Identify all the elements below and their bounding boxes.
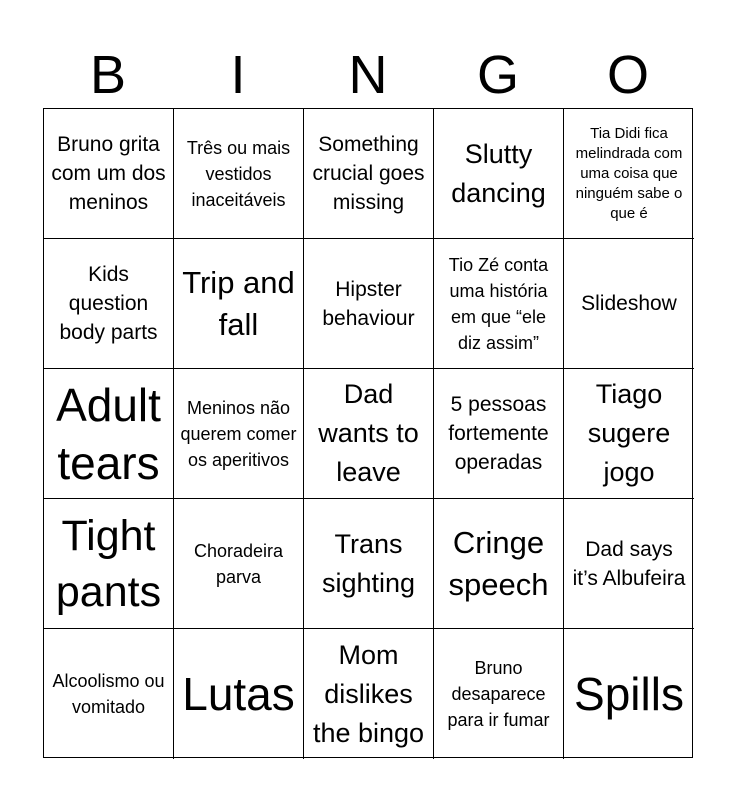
- bingo-cell-text: Três ou mais vestidos inaceitáveis: [186, 137, 291, 210]
- bingo-cell-2-4[interactable]: [434, 239, 564, 369]
- header-letter-n: N: [348, 45, 388, 105]
- header-letter-i: I: [230, 45, 246, 105]
- bingo-cell-2-2[interactable]: [174, 239, 304, 369]
- bingo-cell-text: Adult tears: [56, 378, 161, 489]
- bingo-cell-1-3[interactable]: [304, 109, 434, 239]
- bingo-cell-2-1[interactable]: [44, 239, 174, 369]
- bingo-cell-4-2[interactable]: [174, 499, 304, 629]
- bingo-header: [43, 42, 693, 108]
- bingo-cell-text: Slutty dancing: [451, 138, 546, 208]
- bingo-cell-1-5[interactable]: [564, 109, 694, 239]
- bingo-cell-3-5[interactable]: [564, 369, 694, 499]
- bingo-cell-text: Kids question body parts: [59, 263, 158, 344]
- bingo-cell-text: Slideshow: [581, 292, 677, 315]
- bingo-cell-text: Choradeira parva: [193, 540, 284, 587]
- bingo-cell-1-1[interactable]: [44, 109, 174, 239]
- bingo-cell-text: Tiago sugere jogo: [587, 379, 671, 487]
- bingo-cell-1-4[interactable]: [434, 109, 564, 239]
- bingo-card-grid: [43, 108, 693, 758]
- bingo-cell-text: Bruno grita com um dos meninos: [51, 133, 166, 214]
- bingo-cell-text: Cringe speech: [448, 524, 549, 602]
- bingo-cell-text: Trans sighting: [321, 528, 416, 598]
- bingo-cell-2-5[interactable]: [564, 239, 694, 369]
- header-letter-o: O: [606, 45, 649, 105]
- bingo-cell-5-1[interactable]: [44, 629, 174, 759]
- bingo-cell-2-3[interactable]: [304, 239, 434, 369]
- bingo-cell-text: Mom dislikes the bingo: [312, 639, 425, 748]
- bingo-cell-3-1[interactable]: [44, 369, 174, 499]
- bingo-cell-4-3[interactable]: [304, 499, 434, 629]
- bingo-cell-text: Lutas: [182, 668, 295, 720]
- bingo-cell-text: Hipster behaviour: [322, 277, 415, 330]
- bingo-cell-text: Spills: [574, 668, 684, 720]
- bingo-cell-4-4[interactable]: [434, 499, 564, 629]
- bingo-cell-3-4[interactable]: [434, 369, 564, 499]
- header-letter-g: G: [476, 45, 519, 105]
- bingo-cell-5-4[interactable]: [434, 629, 564, 759]
- bingo-cell-text: Dad says it’s Albufeira: [572, 537, 686, 590]
- bingo-cell-text: Dad wants to leave: [318, 379, 419, 487]
- bingo-cell-text: Something crucial goes missing: [312, 133, 425, 214]
- bingo-cell-text: Bruno desaparece para ir fumar: [447, 658, 550, 730]
- bingo-cell-text: 5 pessoas fortemente operadas: [448, 393, 549, 474]
- bingo-cell-3-3[interactable]: [304, 369, 434, 499]
- bingo-cell-text: Tight pants: [55, 511, 162, 616]
- bingo-cell-text: Trip and fall: [182, 264, 295, 342]
- header-letter-b: B: [89, 45, 127, 105]
- bingo-cell-3-2[interactable]: [174, 369, 304, 499]
- bingo-cell-text: Tia Didi fica melindrada com uma coisa que ninguém sabe o que é: [575, 124, 683, 222]
- bingo-cell-4-1[interactable]: [44, 499, 174, 629]
- bingo-cell-1-2[interactable]: [174, 109, 304, 239]
- bingo-cell-5-2[interactable]: [174, 629, 304, 759]
- bingo-cell-5-5[interactable]: [564, 629, 694, 759]
- bingo-cell-text: Alcoolismo ou vomitado: [52, 671, 165, 717]
- bingo-cell-text: Tio Zé conta uma história em que “ele diz assim”: [448, 254, 549, 353]
- bingo-cell-4-5[interactable]: [564, 499, 694, 629]
- bingo-cell-5-3[interactable]: [304, 629, 434, 759]
- bingo-cell-text: Meninos não querem comer os aperitivos: [180, 397, 297, 470]
